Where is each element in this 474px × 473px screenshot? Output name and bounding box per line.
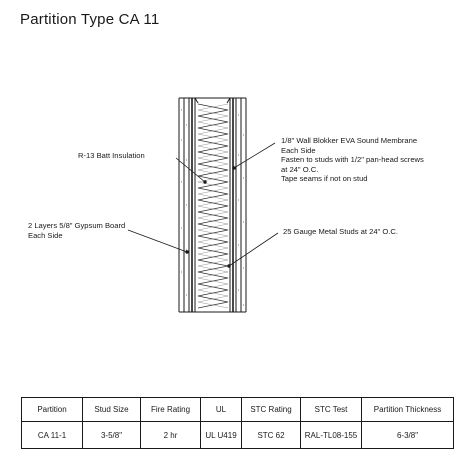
callout-sound-membrane: 1/8" Wall Blokker EVA Sound Membrane Each Side Fasten to studs with 1/2" pan-head screws at 24" O.C. Tape seams if not on stud	[281, 136, 424, 183]
callout-batt-insulation: R-13 Batt Insulation	[78, 151, 145, 160]
table-cell: 2 hr	[141, 422, 201, 449]
table-row	[22, 422, 454, 449]
table-cell: 6-3/8"	[362, 422, 454, 449]
column-header: Partition Thickness	[362, 398, 454, 422]
leader-gypsum	[128, 230, 187, 252]
table-header-row	[22, 398, 454, 422]
table-cell: STC 62	[242, 422, 301, 449]
column-header: STC Test	[301, 398, 362, 422]
gypsum-stipple	[181, 110, 244, 306]
callout-metal-studs: 25 Gauge Metal Studs at 24" O.C.	[283, 227, 398, 236]
table-cell: 3-5/8"	[83, 422, 141, 449]
column-header: Partition	[22, 398, 83, 422]
leader-membrane	[234, 143, 275, 168]
column-header: Stud Size	[83, 398, 141, 422]
callout-gypsum-board: 2 Layers 5/8" Gypsum Board Each Side	[28, 221, 126, 240]
column-header: Fire Rating	[141, 398, 201, 422]
partition-spec-table	[21, 397, 454, 449]
table-cell: CA 11-1	[22, 422, 83, 449]
batt-insulation	[198, 104, 228, 308]
leader-batt	[176, 158, 205, 182]
column-header: UL	[201, 398, 242, 422]
page-title: Partition Type CA 11	[20, 11, 160, 28]
column-header: STC Rating	[242, 398, 301, 422]
table-cell: RAL-TL08-155	[301, 422, 362, 449]
table-cell: UL U419	[201, 422, 242, 449]
